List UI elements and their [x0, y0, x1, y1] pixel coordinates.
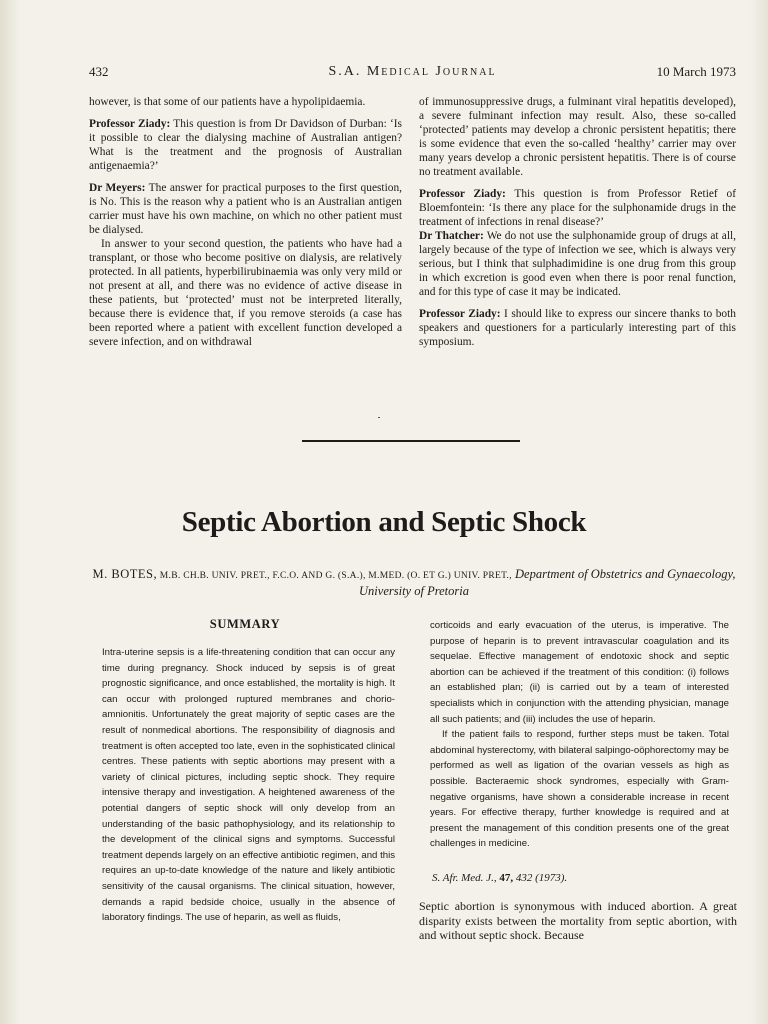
- summary-paragraph: Intra-uterine sepsis is a life-threatening condition that can occur any time during pregnancy. Shock induced by sepsis is of great prognostic significance, and once established, the mortality is high. It can occur with prolonged ruptured membranes and chorio-amnionitis. Unfortunately the great majority of septic cases are the result of nonmedical abortions. The responsibility of diagnosis and treatment is often accepted too late, even in the sophisticated clinical centres. These patients with septic abortions may present with a variety of clinical pictures, including septic shock. They require intensive therapy and investigation. A heightened awareness of the potential dangers of septic shock will only develop from an understanding of the basic pathophysiology, and its relationship to the development of the clinical signs and symptoms. Successful treatment depends largely on an effective antibiotic regimen, and this requires an up-to-date knowledge of the nature and likely antibiotic sensitivity of the causal organisms. The clinical situation, however, demands a rapid bedside choice, usually in the absence of laboratory findings. The use of heparin, as well as fluids,: [102, 647, 395, 924]
- paragraph: In answer to your second question, the patients who have had a transplant, or those who become positive on dialysis, are relatively protected. In all patients, hyperbilirubinaemia was only very mild or not present at all, and there was no evidence of active disease in these patients, but ‘protected’ must not be interpreted literally, because there is evidence that, if you remove steroids (a case has been reported where a patient with excellent function developed a severe infection, and on withdrawal: [89, 238, 402, 348]
- summary-column-right: [430, 618, 729, 852]
- citation-volume: 47,: [499, 872, 514, 884]
- author-affiliation: Department of Obstetrics and Gynaecology, University of Pretoria: [359, 567, 736, 598]
- paragraph: [419, 307, 736, 349]
- summary-column-left: [102, 645, 395, 926]
- speaker-text: We do not use the sulphonamide group of drugs at all, largely because of the type of infection we see, which is always very serious, but I think that sulphadimidine is one drug from this group in which excretion is good even when there is poor renal function, and for this type of case it may be indicated.: [419, 230, 736, 298]
- discussion-column-right: [419, 95, 736, 357]
- author-degrees: M.B. CH.B. UNIV. PRET., F.C.O. AND G. (S.A.), M.MED. (O. ET G.) UNIV. PRET.,: [157, 571, 512, 581]
- discussion-column-left: [89, 95, 402, 357]
- speaker-text: This question is from Dr Davidson of Durban: ‘Is it possible to clear the dialysing machine of Australian antigen? What is the treatment and the prognosis of Australian antigenaemia?’: [89, 118, 402, 172]
- citation-pages: 432 (1973).: [513, 872, 568, 884]
- article-body: [419, 899, 737, 943]
- citation: [432, 872, 567, 884]
- speaker-name: Professor Ziady:: [419, 308, 501, 320]
- speaker-text: I should like to express our sincere thanks to both speakers and questioners for a particularly interesting part of this symposium.: [419, 308, 736, 348]
- journal-name: S.A. Medical Journal: [328, 64, 497, 79]
- section-divider: [302, 440, 520, 442]
- summary-paragraph: If the patient fails to respond, further steps must be taken. Total abdominal hysterectomy, with bilateral salpingo-oöphorectomy may be performed as well as ligation of the ovarian vessels as high as possible. Bacteraemic shock syndromes, especially with Gram-negative organisms, have shown a considerable increase in recent years. For effective therapy, further knowledge is required and at present the management of this condition presents one of the great challenges in medicine.: [430, 729, 729, 850]
- speaker-name: Professor Ziady:: [89, 118, 171, 130]
- speaker-name: Dr Thatcher:: [419, 230, 484, 242]
- paragraph: [419, 229, 736, 299]
- citation-journal: S. Afr. Med. J.,: [432, 872, 497, 884]
- speaker-text: The answer for practical purposes to the first question, is No. This is the reason why a patient who is an Australian antigen carrier must have his own machine, on which no other patient must be dialysed.: [89, 182, 403, 236]
- summary-paragraph: corticoids and early evacuation of the uterus, is imperative. The purpose of heparin is to prevent intravascular coagulation and its sequelae. Effective management of endotoxic shock and septic abortion can be achieved if the treatment of this condition: (i) follows an established plan; (ii) is carried out by a team of interested specialists which in conjunction with the attending physician, manage all such patients; and (iii) includes the use of heparin.: [430, 620, 729, 725]
- paragraph: [89, 117, 402, 173]
- issue-date: 10 March 1973: [656, 64, 736, 79]
- paragraph: however, is that some of our patients have a hypolipidaemia.: [89, 96, 366, 108]
- author-name: M. BOTES,: [92, 567, 158, 581]
- paragraph: [419, 187, 736, 229]
- speaker-name: Dr Meyers:: [89, 182, 146, 194]
- summary-heading: SUMMARY: [209, 617, 281, 631]
- speaker-text: This question is from Professor Retief of Bloemfontein: ‘Is there any place for the sulphonamide drugs in the treatment of infections in renal disease?’: [419, 188, 736, 228]
- page-number: 432: [89, 64, 109, 79]
- speaker-name: Professor Ziady:: [419, 188, 506, 200]
- print-speck: [378, 417, 380, 418]
- running-header: [89, 64, 736, 84]
- body-paragraph: Septic abortion is synonymous with induced abortion. A great disparity exists between the mortality from septic abortion, with and without septic shock. Because: [419, 899, 737, 942]
- article-title: Septic Abortion and Septic Shock: [181, 506, 587, 538]
- paragraph: of immunosuppressive drugs, a fulminant viral hepatitis developed), a severe fulminant infection may result. Also, these so-called ‘protected’ patients may develop a chronic persistent hepatitis; there is some evidence that even the so-called ‘healthy’ carrier may over many years develop a chronic persistent hepatitis. There is of course no treatment available.: [419, 96, 736, 178]
- author-byline: [90, 567, 738, 599]
- paragraph: [89, 181, 402, 237]
